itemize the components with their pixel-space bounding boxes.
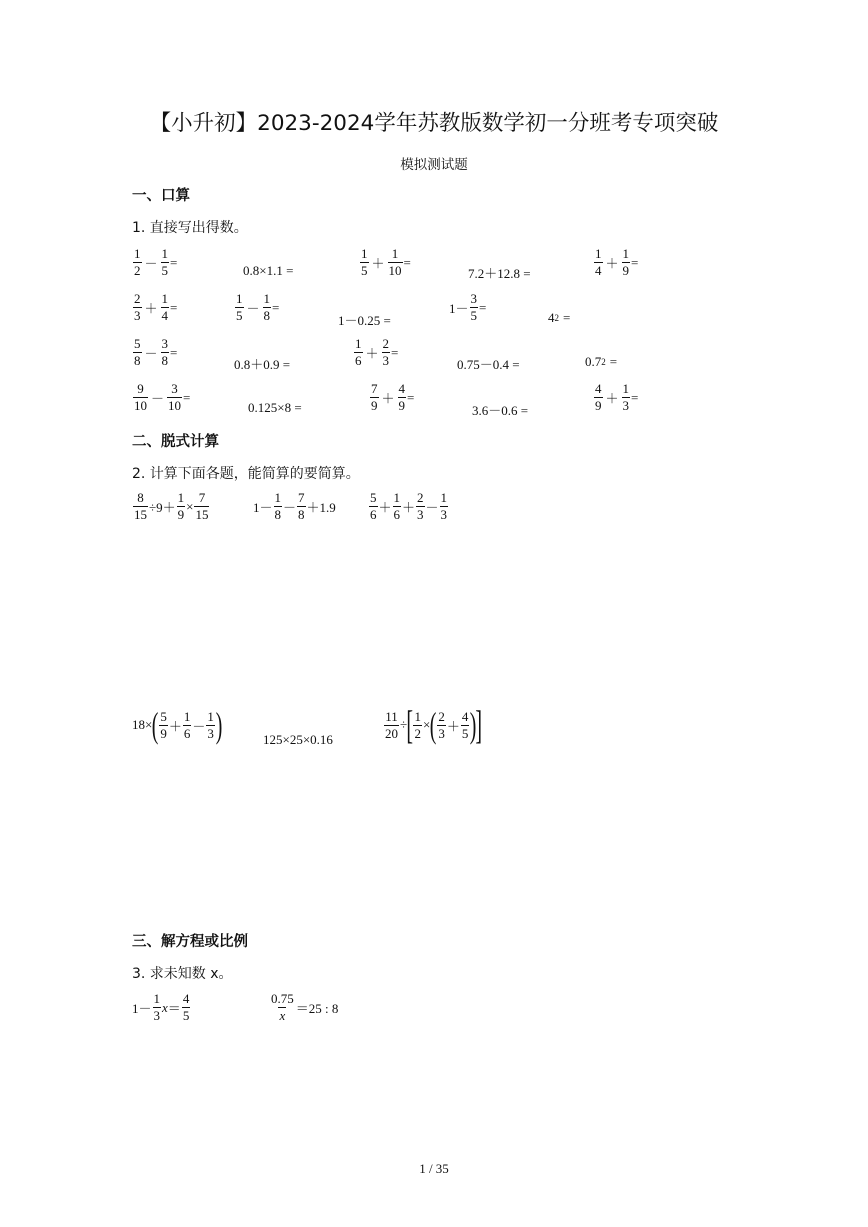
calc-f: $\frac{11}{20}$ ÷ [ $\frac{1}{2}$ × ( 2 3 ＋ 4 5 ) ] bbox=[385, 702, 483, 747]
section-heading-equations: 三、解方程或比例 bbox=[132, 934, 248, 950]
calc-e: 125×25×0.16 bbox=[263, 732, 333, 747]
oral-3-5: 0.7 2 = bbox=[585, 354, 618, 369]
oral-4-2: 0.125×8 = bbox=[248, 400, 302, 415]
oral-1-5: 1 4 ＋ $\frac{1}{9}$ = bbox=[595, 246, 639, 278]
calc-d: 18× ( 5 9 ＋ 1 6 － 1 3 ) bbox=[132, 705, 223, 745]
oral-3-2: 0.8＋0.9 = bbox=[234, 357, 291, 372]
oral-3-1: 5 8 － $\frac{3}{8}$ = bbox=[134, 336, 178, 368]
section-heading-calc: 二、脱式计算 bbox=[132, 434, 219, 450]
oral-1-4: 7.2＋12.8 = bbox=[468, 266, 531, 281]
oral-2-4: 1－ $\frac{3}{5}$ = bbox=[449, 291, 487, 323]
calc-b: 1－ 1 8 － 7 8 ＋1.9 bbox=[253, 490, 336, 522]
calc-c: 5 6 ＋ 1 6 ＋ 2 3 － 1 3 bbox=[370, 490, 448, 522]
page-number: 1 / 35 bbox=[419, 1161, 449, 1176]
calc-a: $\frac{8}{15}$ ÷9＋ $\frac{1}{9}$ × $\frac{7}{15}$ bbox=[134, 490, 209, 522]
oral-3-3: 1 6 ＋ $\frac{2}{3}$ = bbox=[355, 336, 399, 368]
oral-4-5: 4 9 ＋ $\frac{1}{3}$ = bbox=[595, 381, 639, 413]
eq-b: 0.75 x ＝25 : 8 bbox=[271, 991, 339, 1023]
oral-1-3: 1 5 ＋ $\frac{1}{10}$ = bbox=[361, 246, 411, 278]
oral-4-1: 9 10 － $\frac{3}{10}$ = bbox=[134, 381, 191, 413]
oral-2-1: 2 3 ＋ $\frac{1}{4}$ = bbox=[134, 291, 178, 323]
question-2: 2. 计算下面各题，能简算的要简算。 bbox=[132, 466, 360, 482]
question-1: 1. 直接写出得数。 bbox=[132, 220, 248, 236]
oral-2-5: 4 2 = bbox=[548, 310, 571, 325]
section-heading-oral: 一、口算 bbox=[132, 188, 190, 204]
oral-1-1: 1 2 － $\frac{1}{5}$ = bbox=[134, 246, 178, 278]
oral-4-3: 7 9 ＋ $\frac{4}{9}$ = bbox=[371, 381, 415, 413]
oral-2-3: 1－0.25 = bbox=[338, 313, 391, 328]
page-title: 【小升初】2023-2024学年苏教版数学初一分班考专项突破 bbox=[149, 111, 719, 136]
question-3: 3. 求未知数 x。 bbox=[132, 966, 233, 982]
eq-a: 1－ 1 3 x ＝ 4 5 bbox=[132, 991, 190, 1023]
oral-1-2: 0.8×1.1 = bbox=[243, 263, 294, 278]
oral-4-4: 3.6－0.6 = bbox=[472, 403, 529, 418]
oral-2-2: 1 5 － $\frac{1}{8}$ = bbox=[236, 291, 280, 323]
oral-3-4: 0.75－0.4 = bbox=[457, 357, 520, 372]
page-subtitle: 模拟测试题 bbox=[400, 157, 468, 173]
